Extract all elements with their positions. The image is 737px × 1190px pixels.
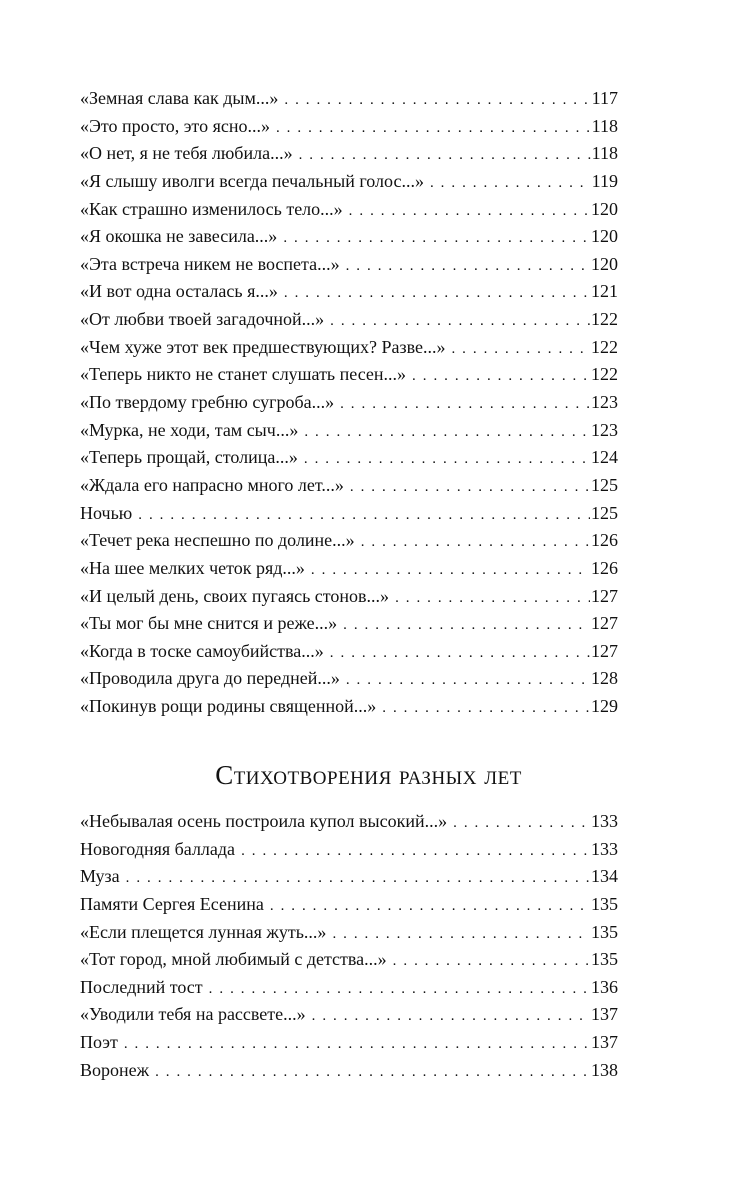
dot-leader [430, 170, 591, 198]
dot-leader [155, 1059, 590, 1087]
toc-entry-page-number: 122 [591, 336, 618, 357]
toc-entry [80, 85, 618, 113]
dot-leader [241, 838, 590, 866]
toc-entry-title: «Это просто, это ясно...» [80, 115, 270, 136]
toc-entry-title: Последний тост [80, 976, 203, 997]
dot-leader [209, 976, 590, 1004]
toc-entry-page-number: 125 [591, 474, 618, 495]
dot-leader [284, 280, 590, 308]
toc-entry-page-number: 134 [591, 866, 618, 887]
toc-entry-title: «Теперь прощай, столица...» [80, 447, 298, 468]
toc-entry [80, 527, 618, 555]
toc-entry-page-number: 127 [591, 613, 618, 634]
dot-leader [304, 419, 590, 447]
toc-entry-page-number: 121 [591, 281, 618, 302]
dot-leader [346, 667, 590, 695]
toc-entry-page-number: 127 [591, 640, 618, 661]
section-heading: Стихотворения разных лет [215, 760, 522, 790]
toc-entry-page-number: 122 [591, 309, 618, 330]
toc-entry-page-number: 120 [591, 226, 618, 247]
toc-entry [80, 919, 618, 947]
toc-entry-title: «Эта встреча никем не воспета...» [80, 253, 340, 274]
toc-entry-title: Поэт [80, 1032, 118, 1053]
toc-entry-page-number: 118 [591, 143, 618, 164]
toc-entry [80, 1057, 618, 1085]
dot-leader [299, 142, 591, 170]
toc-entry-title: «Теперь никто не станет слушать песен...» [80, 364, 407, 385]
toc-entry [80, 251, 618, 279]
toc-entry [80, 500, 618, 528]
dot-leader [332, 921, 590, 949]
toc-entry-page-number: 126 [591, 557, 618, 578]
toc-entry-page-number: 136 [591, 976, 618, 997]
dot-leader [283, 225, 590, 253]
toc-entry [80, 583, 618, 611]
dot-leader [451, 336, 590, 364]
toc-entry-page-number: 135 [591, 949, 618, 970]
toc-entry [80, 223, 618, 251]
dot-leader [311, 557, 590, 585]
toc-entry [80, 974, 618, 1002]
toc-entry-title: «Небывалая осень построила купол высокий...» [80, 811, 448, 831]
dot-leader [393, 948, 590, 976]
toc-entry-title: «И целый день, своих пугаясь стонов...» [80, 585, 390, 606]
toc-entry [80, 168, 618, 196]
toc-entry-title: «Я окошка не завесила...» [80, 226, 278, 247]
toc-entry [80, 693, 618, 721]
toc-entry-page-number: 129 [591, 696, 618, 717]
dot-leader [138, 502, 590, 530]
toc-entry-page-number: 137 [591, 1032, 618, 1053]
toc-entry-title: «И вот одна осталась я...» [80, 281, 278, 302]
dot-leader [350, 474, 590, 502]
toc-entry [80, 836, 618, 864]
toc-entry [80, 113, 618, 141]
toc-entry [80, 1029, 618, 1057]
dot-leader [361, 529, 590, 557]
toc-entry-title: «Земная слава как дым...» [80, 88, 279, 108]
toc-entry-page-number: 118 [591, 115, 618, 136]
toc-entry [80, 196, 618, 224]
toc-entry [80, 808, 618, 836]
toc-entry-page-number: 137 [591, 1004, 618, 1025]
dot-leader [349, 198, 590, 226]
toc-entry-title: «По твердому гребню сугроба...» [80, 392, 335, 413]
toc-entry-title: «Когда в тоске самоубийства...» [80, 640, 324, 661]
dot-leader [340, 391, 590, 419]
toc-entry-title: «Как страшно изменилось тело...» [80, 198, 343, 219]
toc-entry [80, 638, 618, 666]
toc-entry-page-number: 123 [591, 419, 618, 440]
toc-entry-title: Новогодняя баллада [80, 838, 236, 859]
dot-leader [124, 1031, 590, 1059]
toc-entry-page-number: 120 [591, 198, 618, 219]
toc-entry [80, 306, 618, 334]
toc-entry-page-number: 138 [591, 1059, 618, 1080]
toc-list-part-1 [80, 85, 618, 721]
toc-entry-page-number: 124 [591, 447, 618, 468]
toc-entry-page-number: 125 [591, 502, 618, 523]
toc-entry-page-number: 135 [591, 921, 618, 942]
toc-entry [80, 555, 618, 583]
toc-entry [80, 610, 618, 638]
toc-entry-page-number: 127 [591, 585, 618, 606]
toc-entry-page-number: 122 [591, 364, 618, 385]
toc-entry-title: «Тот город, мной любимый с детства...» [80, 949, 387, 970]
dot-leader [126, 865, 590, 893]
toc-entry-title: «На шее мелких четок ряд...» [80, 557, 305, 578]
dot-leader [270, 893, 590, 921]
toc-entry-title: «От любви твоей загадочной...» [80, 309, 325, 330]
dot-leader [382, 695, 590, 723]
toc-entry [80, 361, 618, 389]
dot-leader [330, 308, 590, 336]
toc-entry-title: «Ты мог бы мне снится и реже...» [80, 613, 338, 634]
dot-leader [346, 253, 590, 281]
dot-leader [276, 115, 591, 143]
toc-entry-page-number: 133 [591, 811, 618, 831]
toc-entry-title: «Уводили тебя на рассвете...» [80, 1004, 306, 1025]
toc-entry [80, 863, 618, 891]
toc-entry-page-number: 123 [591, 392, 618, 413]
toc-entry-title: «Проводила друга до передней...» [80, 668, 340, 689]
toc-entry-title: «Ждала его напрасно много лет...» [80, 474, 344, 495]
toc-entry-title: «Покинув рощи родины священной...» [80, 696, 377, 717]
toc-entry-page-number: 120 [591, 253, 618, 274]
toc-entry-page-number: 135 [591, 893, 618, 914]
toc-entry [80, 444, 618, 472]
dot-leader [412, 363, 590, 391]
toc-entry-title: «Течет река неспешно по долине...» [80, 530, 355, 551]
toc-entry-title: «Если плещется лунная жуть...» [80, 921, 327, 942]
dot-leader [343, 612, 590, 640]
toc-entry-page-number: 126 [591, 530, 618, 551]
dot-leader [330, 640, 590, 668]
toc-entry-title: «О нет, я не тебя любила...» [80, 143, 293, 164]
dot-leader [312, 1003, 590, 1031]
toc-entry [80, 891, 618, 919]
toc-list-part-2 [80, 808, 618, 1084]
toc-entry-title: Муза [80, 866, 120, 887]
toc-entry [80, 946, 618, 974]
toc-entry-title: Памяти Сергея Есенина [80, 893, 264, 914]
toc-entry-page-number: 128 [591, 668, 618, 689]
dot-leader [304, 446, 590, 474]
toc-entry [80, 472, 618, 500]
dot-leader [395, 585, 590, 613]
toc-entry [80, 278, 618, 306]
toc-entry [80, 1001, 618, 1029]
toc-entry [80, 665, 618, 693]
toc-entry-title: «Мурка, не ходи, там сыч...» [80, 419, 299, 440]
toc-entry-page-number: 117 [591, 88, 618, 108]
toc-entry [80, 417, 618, 445]
toc-entry [80, 389, 618, 417]
toc-entry [80, 334, 618, 362]
toc-entry-title: «Я слышу иволги всегда печальный голос...» [80, 170, 424, 191]
toc-entry [80, 140, 618, 168]
toc-entry-title: Ночью [80, 502, 133, 523]
dot-leader [453, 810, 590, 838]
toc-entry-page-number: 133 [591, 838, 618, 859]
toc-entry-title: «Чем хуже этот век предшествующих? Разве...» [80, 336, 446, 357]
toc-entry-page-number: 119 [591, 170, 618, 191]
toc-entry-title: Воронеж [80, 1059, 150, 1080]
dot-leader [284, 87, 590, 115]
